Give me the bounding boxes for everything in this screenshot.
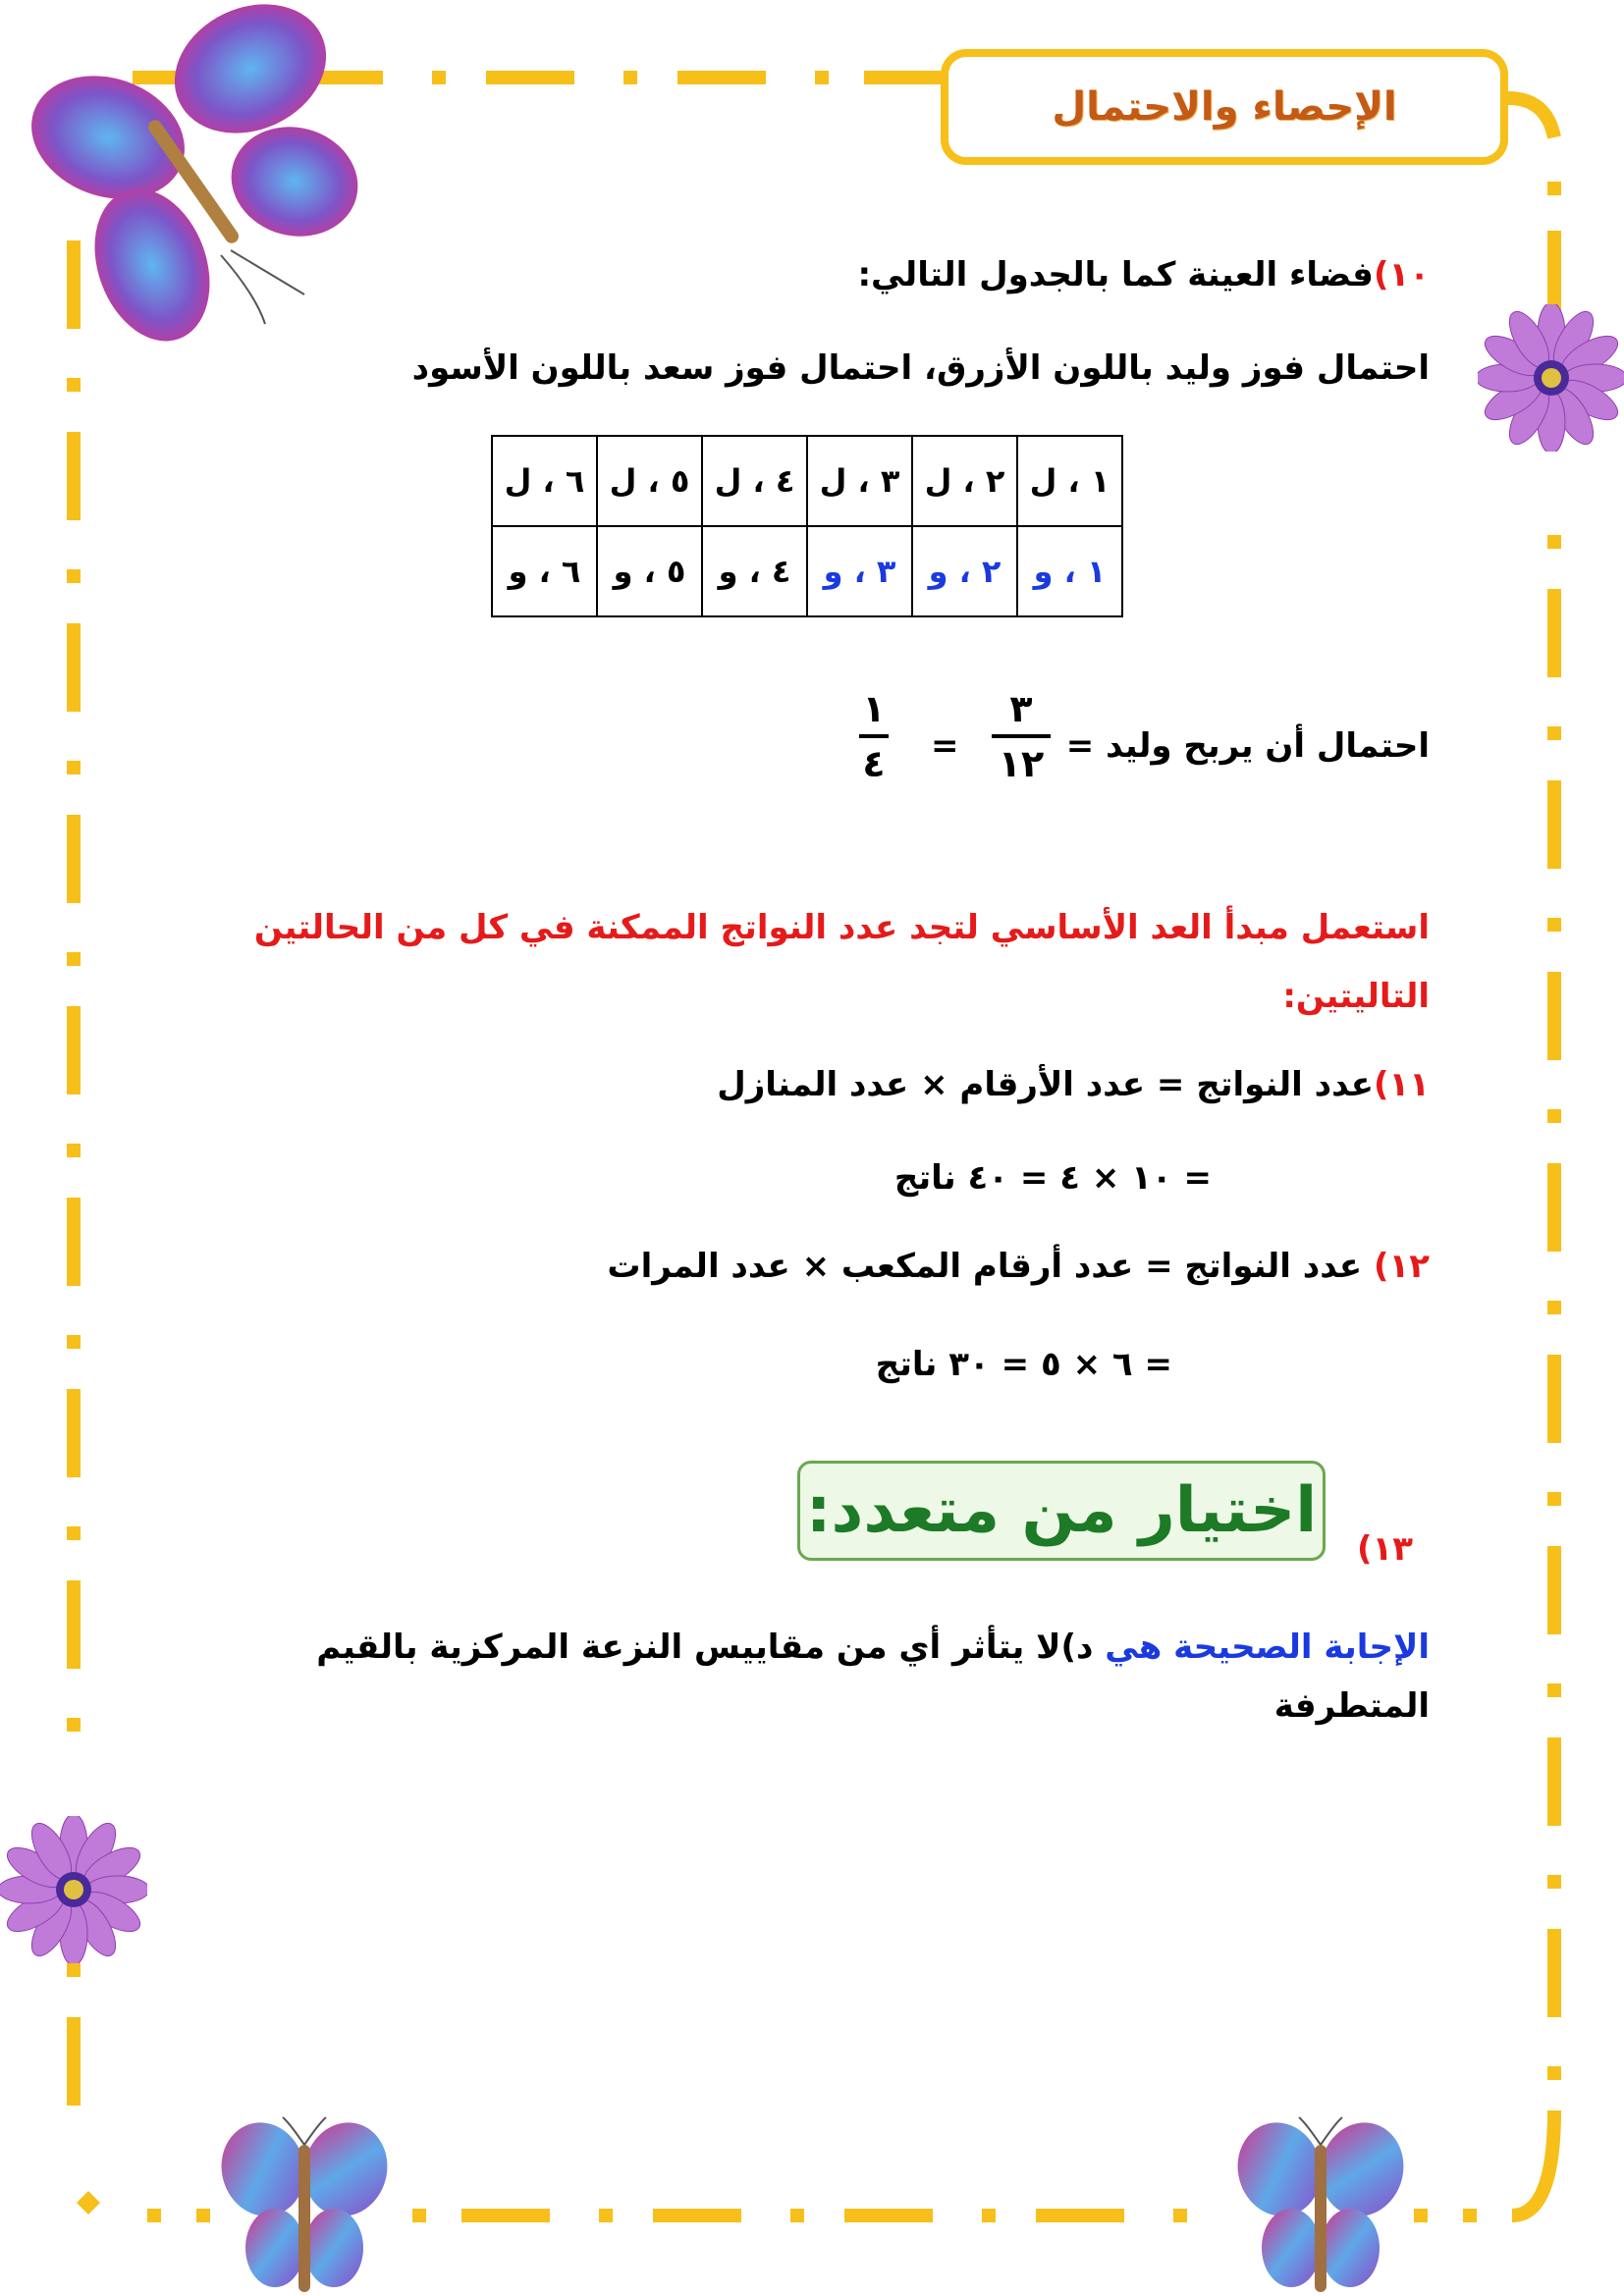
fraction-denominator: ١٢ [998,742,1045,785]
equals-sign: = [931,726,959,766]
page-title-box [941,49,1508,165]
q11-number: ١١) [1373,1065,1430,1104]
q11-line [717,1065,1430,1104]
table-row [492,526,1122,616]
table-cell: ٦ ، ل [492,436,597,526]
fraction-bar [992,734,1051,738]
table-cell: ٦ ، و [492,526,597,616]
q10-line2: احتمال فوز وليد باللون الأزرق، احتمال فوز سعد باللون الأسود [411,348,1430,388]
table-cell: ٣ ، ل [807,436,912,526]
q10-line [857,255,1430,294]
table-cell: ٢ ، و [912,526,1017,616]
q10-title: فضاء العينة كما بالجدول التالي: [857,255,1374,294]
q11-calc: = ١٠ × ٤ = ٤٠ ناتج [893,1158,1212,1198]
table-cell: ١ ، و [1017,526,1122,616]
q11-text: عدد النواتج = عدد الأرقام × عدد المنازل [717,1065,1374,1104]
sample-space-table [491,435,1123,617]
q12-line [607,1247,1430,1286]
answer-text: د)لا يتأثر أي من مقاييس النزعة المركزية بالقيم [316,1628,1106,1667]
table-cell: ٤ ، و [702,526,807,616]
fraction-numerator: ١ [862,687,886,730]
instruction-line2: التاليتين: [1282,977,1430,1016]
flower-icon [0,1816,147,1963]
butterfly-icon [20,0,373,353]
flower-icon [1478,304,1624,452]
table-cell: ٤ ، ل [702,436,807,526]
multiple-choice-heading: اختيار من متعدد: [805,1474,1318,1547]
fraction-bar [859,734,889,738]
table-cell: ٣ ، و [807,526,912,616]
butterfly-icon [216,2115,393,2296]
q10-number: ١٠) [1373,255,1430,294]
page-title: الإحصاء والاحتمال [1052,84,1397,130]
table-cell: ٥ ، ل [597,436,702,526]
multiple-choice-heading-box [797,1461,1326,1561]
table-cell: ١ ، ل [1017,436,1122,526]
table-cell: ٥ ، و [597,526,702,616]
fraction-numerator: ٣ [1009,687,1033,730]
fraction-3-12 [987,687,1056,785]
q12-text: عدد النواتج = عدد أرقام المكعب × عدد المرات [607,1247,1363,1286]
q13-number: ١٣) [1357,1529,1414,1569]
instruction-line1: استعمل مبدأ العد الأساسي لتجد عدد النواتج الممكنة في كل من الحالتين [253,908,1430,947]
q12-calc: = ٦ × ٥ = ٣٠ ناتج [875,1345,1172,1384]
table-cell: ٢ ، ل [912,436,1017,526]
fraction-1-4 [854,687,893,785]
fraction-denominator: ٤ [862,742,886,785]
q13-answer-line [316,1628,1430,1667]
q13-answer-line2: المتطرفة [1273,1686,1430,1726]
butterfly-icon [1232,2115,1409,2296]
q12-number: ١٢) [1373,1247,1430,1286]
probability-label: احتمال أن يربح وليد = [1065,726,1430,766]
answer-prefix: الإجابة الصحيحة هي [1105,1628,1430,1667]
table-row [492,436,1122,526]
